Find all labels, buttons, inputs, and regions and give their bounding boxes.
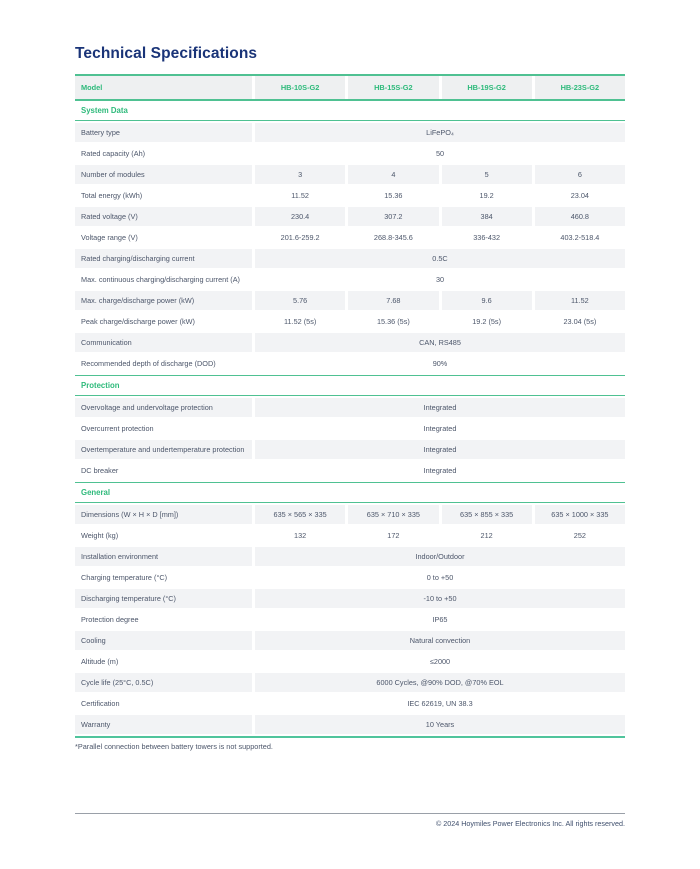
row-label: Installation environment [75, 547, 252, 566]
row-label: Protection degree [81, 615, 139, 624]
table-row [75, 547, 625, 566]
row-value: 3 [255, 165, 345, 184]
row-label: Certification [81, 699, 120, 708]
row-label: DC breaker [81, 466, 119, 475]
header-model-label: Model [75, 76, 252, 99]
row-label: Rated capacity (Ah) [81, 149, 146, 158]
row-value: 5 [442, 165, 532, 184]
row-value: 201.6-259.2 [280, 233, 320, 242]
section-heading: Protection [75, 376, 625, 396]
row-value-span: Integrated [423, 466, 457, 475]
row-label: Max. continuous charging/discharging current (A) [81, 275, 240, 284]
table-row [75, 631, 625, 650]
row-label: Rated charging/discharging current [75, 249, 252, 268]
row-value: 172 [387, 531, 400, 540]
row-value: 15.36 [384, 191, 403, 200]
row-value: 15.36 (5s) [376, 317, 410, 326]
table-row [75, 652, 625, 671]
section-rows [75, 121, 625, 376]
row-value: 5.76 [255, 291, 345, 310]
row-label: Overcurrent protection [81, 424, 154, 433]
footer-divider [75, 813, 625, 814]
spec-table [75, 74, 625, 738]
table-row [75, 568, 625, 587]
table-row [75, 673, 625, 692]
table-row [75, 186, 625, 205]
row-value-span: Natural convection [255, 631, 625, 650]
row-value: 635 × 565 × 335 [255, 505, 345, 524]
row-value-span: ≤2000 [429, 657, 451, 666]
row-value: 403.2-518.4 [560, 233, 600, 242]
row-value: 635 × 1000 × 335 [535, 505, 625, 524]
row-value: 384 [442, 207, 532, 226]
table-row [75, 312, 625, 331]
page-footer [75, 813, 625, 828]
row-value: 635 × 855 × 335 [442, 505, 532, 524]
table-row [75, 461, 625, 480]
row-value-span: 50 [435, 149, 445, 158]
page-title: Technical Specifications [75, 45, 258, 62]
table-row [75, 291, 625, 310]
section-heading: System Data [75, 101, 625, 121]
row-label: Warranty [75, 715, 252, 734]
table-row [75, 333, 625, 352]
row-value: 23.04 (5s) [563, 317, 597, 326]
footnote: *Parallel connection between battery towers is not supported. [75, 742, 273, 751]
row-label: Recommended depth of discharge (DOD) [81, 359, 216, 368]
row-label: Charging temperature (°C) [81, 573, 168, 582]
row-value: 19.2 [479, 191, 494, 200]
row-label: Communication [75, 333, 252, 352]
table-row [75, 526, 625, 545]
table-header-row [75, 76, 625, 101]
row-value: 336-432 [473, 233, 501, 242]
table-row [75, 123, 625, 142]
row-value: 9.6 [442, 291, 532, 310]
row-label: Weight (kg) [81, 531, 119, 540]
row-value: 23.04 [570, 191, 589, 200]
row-value: 132 [294, 531, 307, 540]
row-value: 11.52 [291, 191, 309, 200]
table-row [75, 440, 625, 459]
row-label: Battery type [75, 123, 252, 142]
row-label: Number of modules [75, 165, 252, 184]
table-row [75, 505, 625, 524]
row-value-span: CAN, RS485 [255, 333, 625, 352]
table-row [75, 398, 625, 417]
row-value-span: IP65 [432, 615, 448, 624]
table-row [75, 207, 625, 226]
row-label: Rated voltage (V) [75, 207, 252, 226]
row-value-span: -10 to +50 [255, 589, 625, 608]
row-value-span: Integrated [255, 440, 625, 459]
table-row [75, 610, 625, 629]
row-value-span: 10 Years [255, 715, 625, 734]
row-value-span: LiFePO₄ [255, 123, 625, 142]
table-row [75, 144, 625, 163]
row-value: 230.4 [255, 207, 345, 226]
section-rows [75, 503, 625, 738]
header-column-model-4: HB-23S-G2 [535, 76, 625, 99]
row-label: Max. charge/discharge power (kW) [75, 291, 252, 310]
row-label: Discharging temperature (°C) [75, 589, 252, 608]
table-row [75, 249, 625, 268]
row-value: 307.2 [348, 207, 438, 226]
row-label: Cycle life (25°C, 0.5C) [75, 673, 252, 692]
row-value: 19.2 (5s) [472, 317, 502, 326]
row-value-span: Integrated [423, 424, 457, 433]
row-value: 212 [480, 531, 493, 540]
row-value: 268.8-345.6 [373, 233, 413, 242]
row-value: 4 [348, 165, 438, 184]
table-row [75, 165, 625, 184]
header-column-model-3: HB-19S-G2 [442, 76, 532, 99]
row-label: Voltage range (V) [81, 233, 138, 242]
row-label: Overvoltage and undervoltage protection [75, 398, 252, 417]
section-heading: General [75, 483, 625, 503]
row-label: Overtemperature and undertemperature protection [75, 440, 252, 459]
table-row [75, 228, 625, 247]
table-row [75, 715, 625, 734]
header-column-model-1: HB-10S-G2 [255, 76, 345, 99]
row-value: 7.68 [348, 291, 438, 310]
row-label: Peak charge/discharge power (kW) [81, 317, 195, 326]
row-label: Altitude (m) [81, 657, 119, 666]
row-value: 11.52 (5s) [283, 317, 317, 326]
section-rows [75, 396, 625, 483]
row-value: 635 × 710 × 335 [348, 505, 438, 524]
header-column-model-2: HB-15S-G2 [348, 76, 438, 99]
copyright-text: © 2024 Hoymiles Power Electronics Inc. All rights reserved. [435, 819, 625, 828]
table-row [75, 270, 625, 289]
row-value-span: 30 [435, 275, 445, 284]
row-value-span: IEC 62619, UN 38.3 [407, 699, 473, 708]
table-row [75, 694, 625, 713]
row-value: 252 [573, 531, 586, 540]
table-row [75, 419, 625, 438]
row-label: Total energy (kWh) [81, 191, 143, 200]
table-row [75, 589, 625, 608]
table-row [75, 354, 625, 373]
row-value-span: Integrated [255, 398, 625, 417]
row-value: 6 [535, 165, 625, 184]
row-value-span: 6000 Cycles, @90% DOD, @70% EOL [255, 673, 625, 692]
row-value-span: 90% [432, 359, 448, 368]
row-value: 11.52 [535, 291, 625, 310]
row-value-span: 0 to +50 [426, 573, 454, 582]
row-value-span: Indoor/Outdoor [255, 547, 625, 566]
row-label: Dimensions (W × H × D [mm]) [75, 505, 252, 524]
row-label: Cooling [75, 631, 252, 650]
table-sections [75, 101, 625, 738]
row-value: 460.8 [535, 207, 625, 226]
row-value-span: 0.5C [255, 249, 625, 268]
